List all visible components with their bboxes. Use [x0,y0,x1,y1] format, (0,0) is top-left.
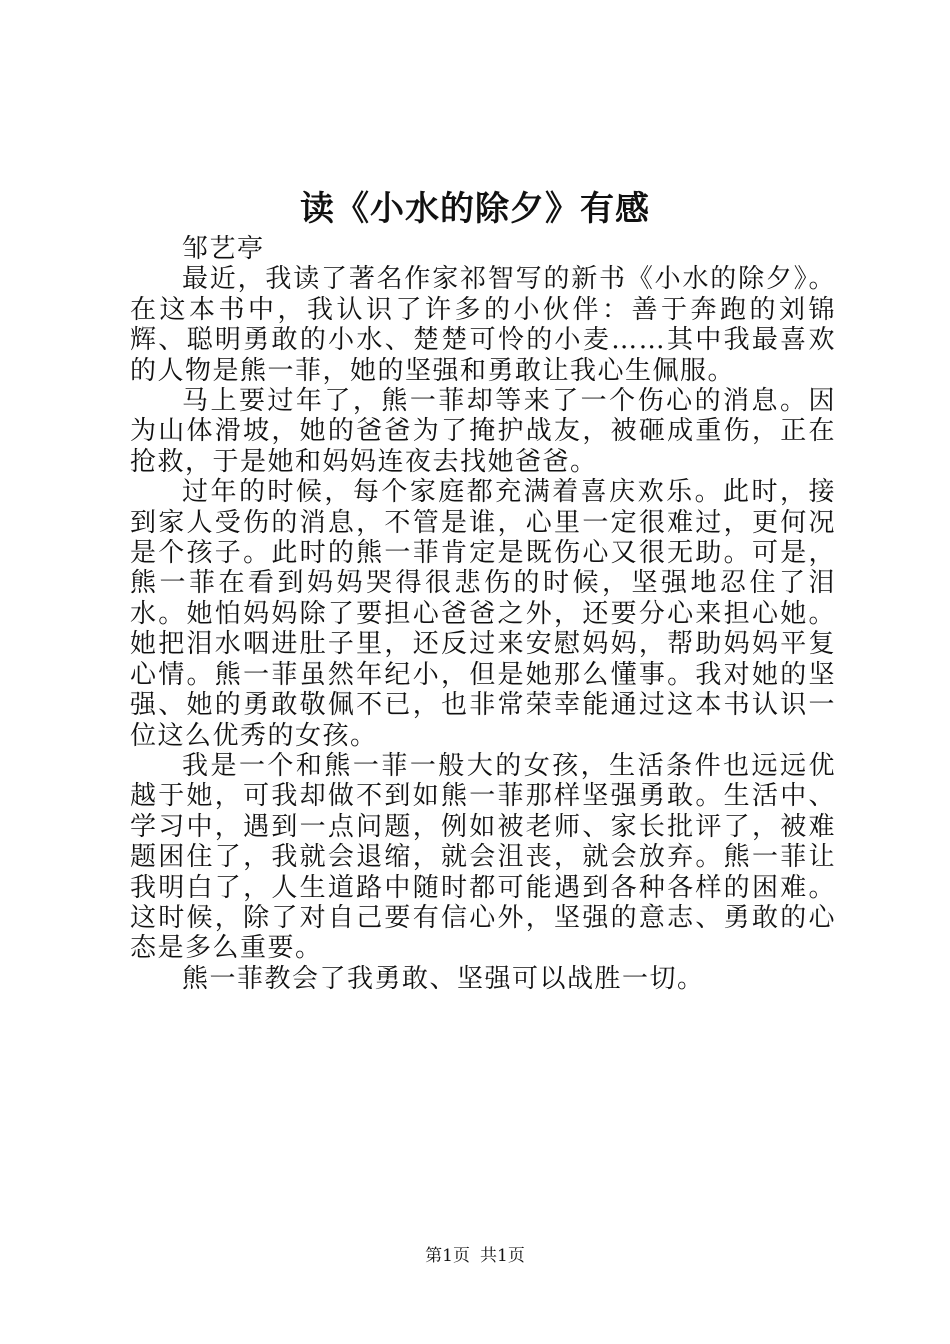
page-number-total: 共1页 [480,1246,525,1266]
author-name: 邹艺亭 [182,234,265,264]
paragraph-5: 熊一菲教会了我勇敢、坚强可以战胜一切。 [182,963,705,994]
document-body [130,234,836,994]
paragraph-4: 我是一个和熊一菲一般大的女孩，生活条件也远远优越于她，可我却做不到如熊一菲那样坚强勇敢。生活中、学习中，遇到一点问题，例如被老师、家长批评了，被难题困住了，我就会退缩，就会沮丧，就会放弃。熊一菲让我明白了，人生道路中随时都可能遇到各种各样的困难。这时候，除了对自己要有信心外，坚强的意志、勇敢的心态是多么重要。 [130,750,836,964]
page-number-current: 第1页 [425,1246,470,1266]
page-footer [0,1244,950,1268]
document-title: 读《小水的除夕》有感 [300,189,650,229]
paragraph-1: 最近，我读了著名作家祁智写的新书《小水的除夕》。在这本书中，我认识了许多的小伙伴：善于奔跑的刘锦辉、聪明勇敢的小水、楚楚可怜的小麦……其中我最喜欢的人物是熊一菲，她的坚强和勇敢让我心生佩服。 [130,264,836,386]
paragraph-2: 马上要过年了，熊一菲却等来了一个伤心的消息。因为山体滑坡，她的爸爸为了掩护战友，被砸成重伤，正在抢救，于是她和妈妈连夜去找她爸爸。 [130,386,836,477]
paragraph-3: 过年的时候，每个家庭都充满着喜庆欢乐。此时，接到家人受伤的消息，不管是谁，心里一定很难过，更何况是个孩子。此时的熊一菲肯定是既伤心又很无助。可是，熊一菲在看到妈妈哭得很悲伤的时候，坚强地忍住了泪水。她怕妈妈除了要担心爸爸之外，还要分心来担心她。她把泪水咽进肚子里，还反过来安慰妈妈，帮助妈妈平复心情。熊一菲虽然年纪小，但是她那么懂事。我对她的坚强、她的勇敢敬佩不已，也非常荣幸能通过这本书认识一位这么优秀的女孩。 [130,477,836,751]
